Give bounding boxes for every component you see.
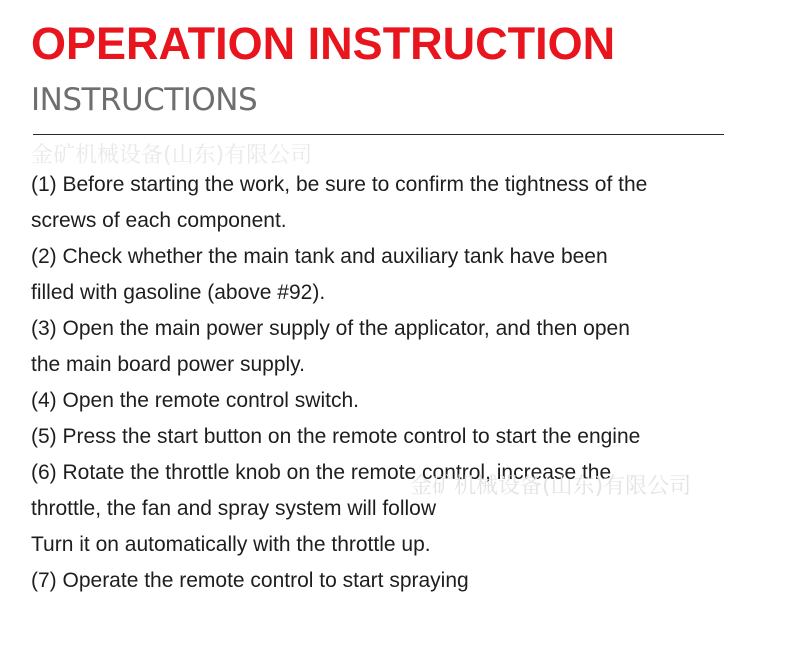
instruction-line: (1) Before starting the work, be sure to confirm the tightness of the [31,173,648,196]
header-divider [33,134,724,135]
page-subtitle: INSTRUCTIONS [31,82,258,118]
instruction-line: throttle, the fan and spray system will follow [31,497,437,520]
instruction-line: filled with gasoline (above #92). [31,281,326,304]
watermark-middle: 金矿机械设备(山东)有限公司 [410,474,692,499]
instruction-line: (3) Open the main power supply of the applicator, and then open [31,317,630,340]
instruction-line: (7) Operate the remote control to start spraying [31,569,469,592]
instruction-line: Turn it on automatically with the throttle up. [31,533,431,556]
page-title: OPERATION INSTRUCTION [31,18,616,69]
instruction-line: (2) Check whether the main tank and auxiliary tank have been [31,245,608,268]
instruction-line: (4) Open the remote control switch. [31,389,359,412]
instruction-list [31,167,771,599]
instruction-line: (6) Rotate the throttle knob on the remote control, increase the [31,461,612,484]
watermark-top: 金矿机械设备(山东)有限公司 [31,143,313,168]
instruction-line: (5) Press the start button on the remote control to start the engine [31,425,641,448]
instruction-line: the main board power supply. [31,353,305,376]
instruction-line: screws of each component. [31,209,287,232]
